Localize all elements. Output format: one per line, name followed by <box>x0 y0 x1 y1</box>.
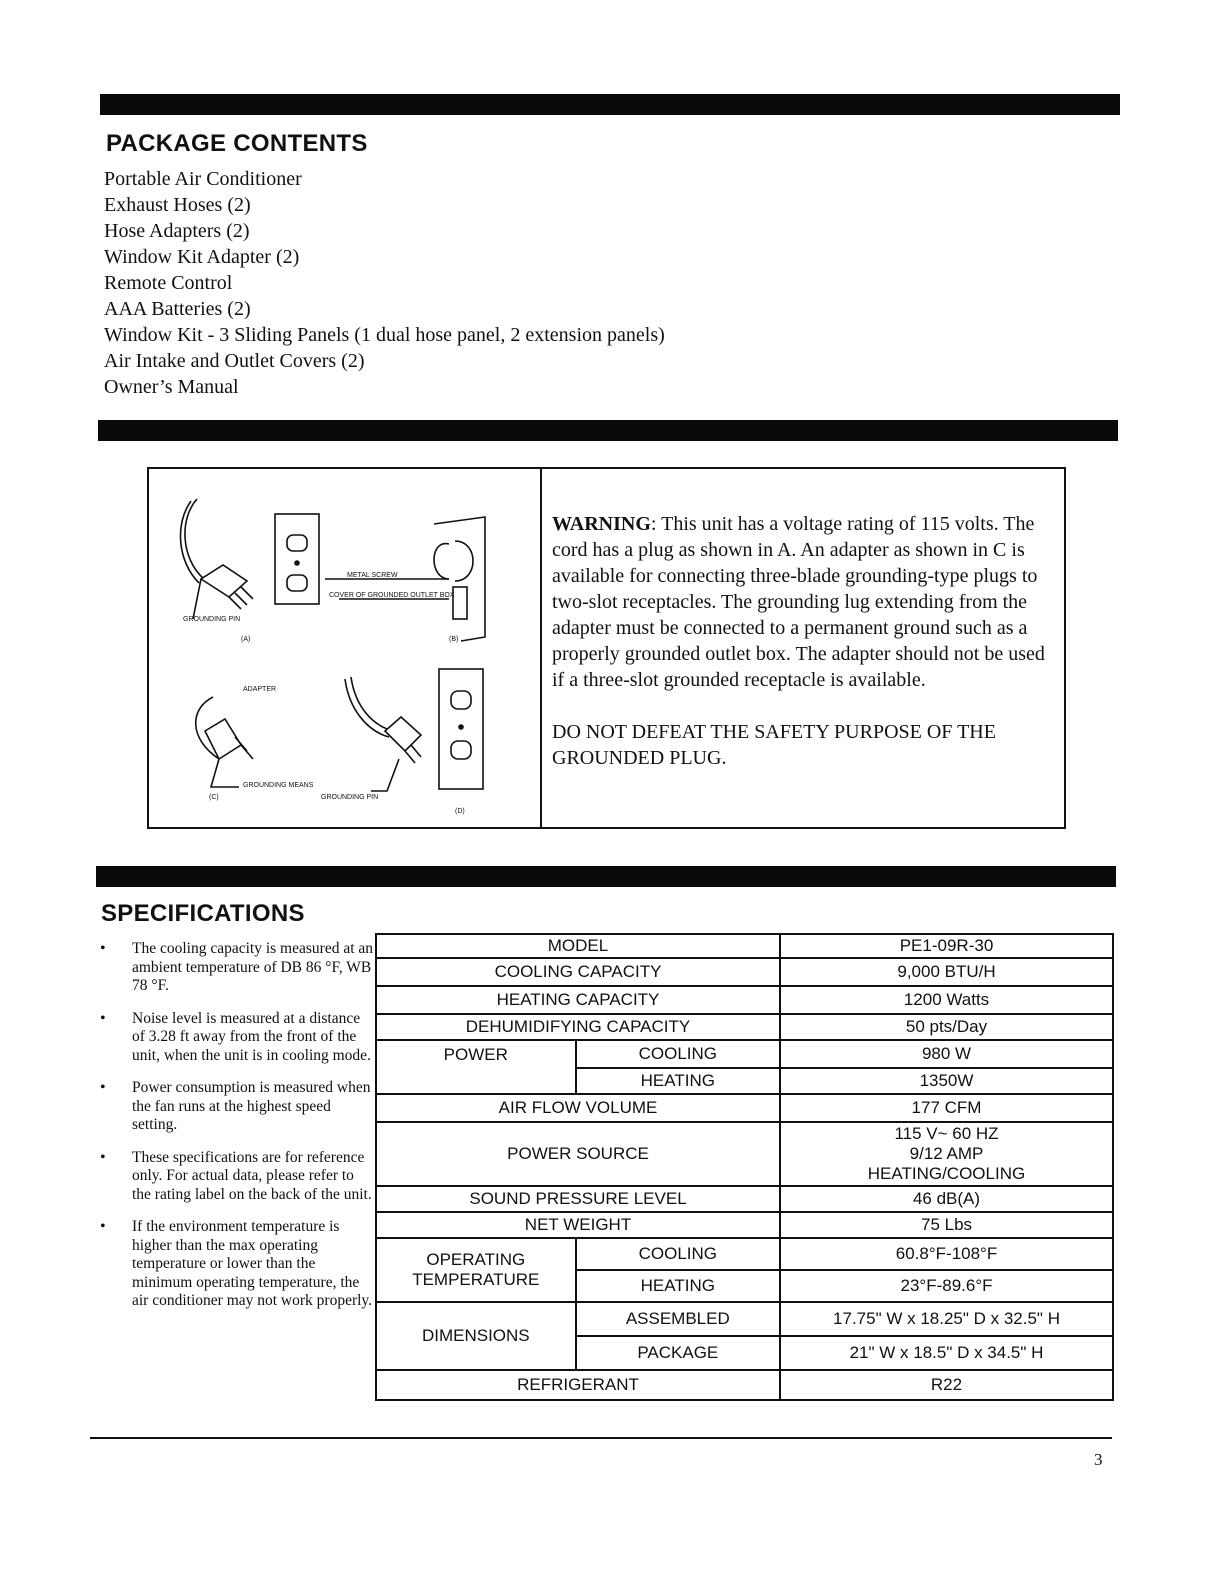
spec-value: 9,000 BTU/H <box>780 958 1113 986</box>
warning-lead: WARNING <box>552 513 651 535</box>
power-source-line: 115 V~ 60 HZ <box>894 1124 999 1143</box>
package-contents-heading: PACKAGE CONTENTS <box>106 130 368 157</box>
table-row <box>376 934 1113 958</box>
specifications-table <box>375 933 1114 1401</box>
diagram-label-grounding-pin: GROUNDING PIN <box>183 616 241 623</box>
page-number: 3 <box>1094 1450 1103 1469</box>
list-item: AAA Batteries (2) <box>104 298 251 320</box>
spec-value: 177 CFM <box>780 1094 1113 1122</box>
optemp-line: OPERATING <box>426 1250 526 1269</box>
plug-icon <box>201 565 247 597</box>
diagram-label-c: (C) <box>209 794 219 801</box>
table-row <box>376 1238 1113 1270</box>
list-item: Owner’s Manual <box>104 376 239 398</box>
table-row <box>376 958 1113 986</box>
section-bar-top <box>100 94 1120 115</box>
list-item: • Power consumption is measured when the fan runs at the highest speed setting. <box>96 1079 376 1135</box>
list-item: Portable Air Conditioner <box>104 168 302 190</box>
table-row <box>376 1014 1113 1040</box>
table-row <box>376 1186 1113 1212</box>
warning-paragraph <box>552 511 1062 693</box>
spec-label: DIMENSIONS <box>376 1302 576 1370</box>
adapter-icon <box>434 544 449 579</box>
list-item: Air Intake and Outlet Covers (2) <box>104 350 365 372</box>
table-row <box>376 1040 1113 1068</box>
table-row <box>376 1302 1113 1336</box>
spec-label: AIR FLOW VOLUME <box>376 1094 780 1122</box>
footer-rule <box>90 1437 1112 1439</box>
list-item: Window Kit Adapter (2) <box>104 246 300 268</box>
spec-label: COOLING CAPACITY <box>376 958 780 986</box>
spec-sublabel: PACKAGE <box>576 1336 780 1370</box>
outlet-slot-icon <box>453 587 467 619</box>
spec-value: 21" W x 18.5" D x 34.5" H <box>780 1336 1113 1370</box>
table-row <box>376 1370 1113 1400</box>
diagram-label-cover-box: COVER OF GROUNDED OUTLET BOX <box>329 592 455 599</box>
table-row <box>376 1122 1113 1186</box>
section-bar-middle <box>98 420 1118 441</box>
diagram-label-metal-screw: METAL SCREW <box>347 572 398 579</box>
spec-value: PE1-09R-30 <box>780 934 1113 958</box>
section-bar-specs <box>96 866 1116 887</box>
socket-icon <box>287 535 307 551</box>
spec-label: REFRIGERANT <box>376 1370 780 1400</box>
spec-value: 23°F-89.6°F <box>780 1270 1113 1302</box>
spec-value: 1200 Watts <box>780 986 1113 1014</box>
plug-icon <box>385 717 421 751</box>
warning-divider <box>540 469 542 827</box>
list-item: • Noise level is measured at a distance of 3.28 ft away from the front of the unit, when the unit is in cooling mode. <box>96 1010 376 1066</box>
socket-icon <box>287 575 307 591</box>
spec-notes <box>96 940 376 1325</box>
spec-label: DEHUMIDIFYING CAPACITY <box>376 1014 780 1040</box>
package-contents-list <box>104 166 665 400</box>
table-row <box>376 986 1113 1014</box>
socket-icon <box>451 691 471 709</box>
list-item: • The cooling capacity is measured at an ambient temperature of DB 86 °F, WB 78 °F. <box>96 940 376 996</box>
optemp-line: TEMPERATURE <box>412 1270 540 1289</box>
spec-value <box>780 1122 1113 1186</box>
spec-label: NET WEIGHT <box>376 1212 780 1238</box>
list-item: Exhaust Hoses (2) <box>104 194 251 216</box>
spec-sublabel: HEATING <box>576 1270 780 1302</box>
diagram-label-adapter: ADAPTER <box>243 686 277 693</box>
spec-value: 980 W <box>780 1040 1113 1068</box>
leader-line <box>371 759 399 791</box>
diagram-label-grounding-pin-c: GROUNDING PIN <box>321 794 379 801</box>
spec-sublabel: HEATING <box>576 1068 780 1094</box>
list-item: Hose Adapters (2) <box>104 220 250 242</box>
spec-value: 1350W <box>780 1068 1113 1094</box>
specifications-heading: SPECIFICATIONS <box>101 900 305 927</box>
spec-value: 17.75" W x 18.25" D x 32.5" H <box>780 1302 1113 1336</box>
socket-icon <box>451 741 471 759</box>
warning-body: : This unit has a voltage rating of 115 volts. The cord has a plug as shown in A. An adapter as shown in C is available for connecting three-blade grounding-type plugs to two-slot receptacles. The grounding lug extending from the adapter must be connected to a permanent ground such as a properly grounded outlet box. The adapter should not be used if a three-slot grounded receptacle is available. <box>552 513 1045 691</box>
list-item: Window Kit - 3 Sliding Panels (1 dual hose panel, 2 extension panels) <box>104 324 665 346</box>
power-source-line: 9/12 AMP <box>909 1144 984 1163</box>
spec-label <box>376 1238 576 1302</box>
spec-label: POWER <box>376 1040 576 1094</box>
power-source-line: HEATING/COOLING <box>867 1164 1026 1183</box>
spec-value: 75 Lbs <box>780 1212 1113 1238</box>
spec-label: MODEL <box>376 934 780 958</box>
grounding-diagram <box>149 469 540 827</box>
warning-box <box>147 467 1066 829</box>
diagram-label-grounding-means: GROUNDING MEANS <box>243 782 314 789</box>
list-item: • These specifications are for reference only. For actual data, please refer to the rating label on the back of the unit. <box>96 1149 376 1205</box>
diagram-label-b: (B) <box>449 636 459 643</box>
spec-label: SOUND PRESSURE LEVEL <box>376 1186 780 1212</box>
spec-value: 50 pts/Day <box>780 1014 1113 1040</box>
warning-text <box>552 511 1062 797</box>
warning-caution: DO NOT DEFEAT THE SAFETY PURPOSE OF THE GROUNDED PLUG. <box>552 721 996 769</box>
spec-label: POWER SOURCE <box>376 1122 780 1186</box>
spec-sublabel: ASSEMBLED <box>576 1302 780 1336</box>
spec-value: 60.8°F-108°F <box>780 1238 1113 1270</box>
table-row <box>376 1212 1113 1238</box>
list-item: Remote Control <box>104 272 233 294</box>
spec-label: HEATING CAPACITY <box>376 986 780 1014</box>
spec-sublabel: COOLING <box>576 1238 780 1270</box>
table-row <box>376 1094 1113 1122</box>
leader-line <box>211 759 239 787</box>
diagram-label-d: (D) <box>455 808 465 815</box>
spec-value: 46 dB(A) <box>780 1186 1113 1212</box>
spec-sublabel: COOLING <box>576 1040 780 1068</box>
diagram-label-a: (A) <box>241 636 251 643</box>
list-item: • If the environment temperature is higher than the max operating temperature or lower than the minimum operating temperature, the air conditioner may not work properly. <box>96 1218 376 1311</box>
leader-line <box>193 579 201 619</box>
spec-value: R22 <box>780 1370 1113 1400</box>
